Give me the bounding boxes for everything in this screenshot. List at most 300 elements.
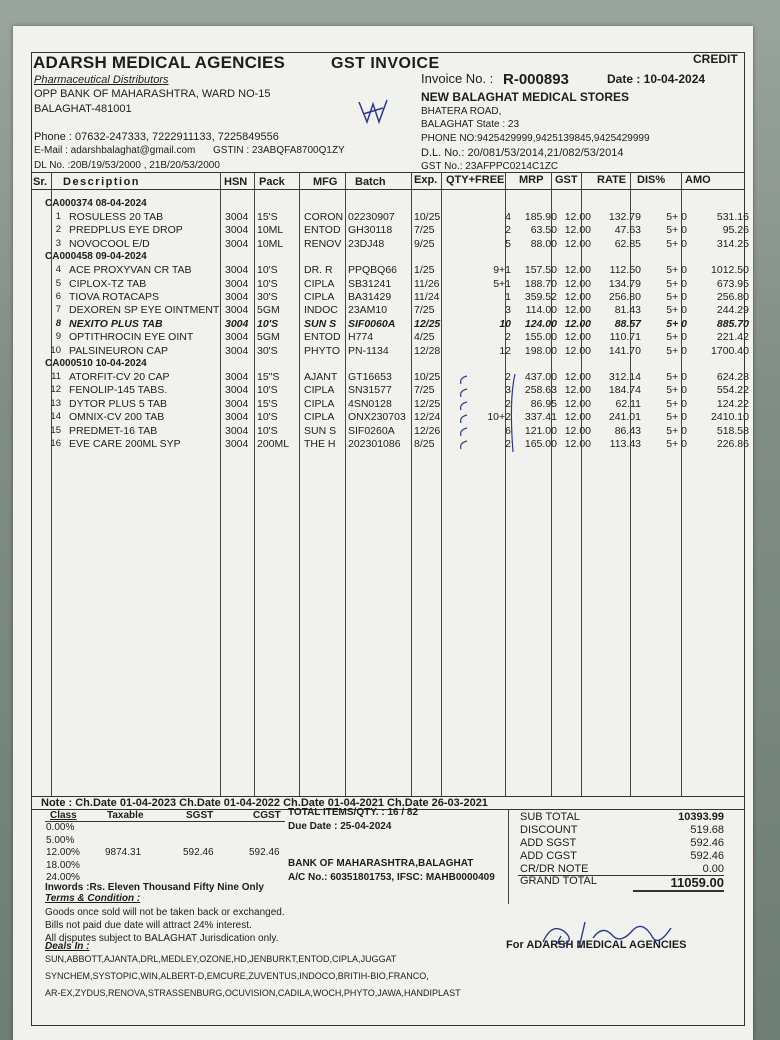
cell-batch: BA31429 [348,291,392,303]
cell-exp: 4/25 [414,331,435,344]
cell-qty: 10 [499,317,511,330]
cell-qty: 1 [505,291,511,303]
cell-dis: 5+ 0 [666,331,687,344]
col-mfg: MFG [313,176,338,188]
cell-mrp: 188.70 [524,277,557,290]
table-row [33,411,749,424]
cell-qty: 10+2 [487,411,511,424]
cell-batch: 202301086 [348,438,401,450]
table-row [33,397,749,411]
terms-line-2: Bills not paid due date will attract 24% interest. [45,920,252,931]
cell-dis: 5+ 0 [666,371,687,383]
cell-gst: 12.00 [564,224,591,237]
summary-label: SUB TOTAL [520,811,580,823]
cell-mrp: 359.52 [524,291,557,303]
cell-batch: 23DJ48 [348,237,385,250]
cell-dis: 5+ 0 [666,277,687,290]
cell-sr: 7 [55,304,61,316]
cell-hsn: 3004 [225,264,249,277]
invoice-paper [13,26,753,1040]
cell-rate: 256.80 [608,291,641,303]
cell-pack: 10'S [257,424,278,437]
cell-dis: 5+ 0 [666,424,687,437]
cell-sr: 13 [50,397,61,409]
tax-cell-sgst: 592.46 [183,847,214,858]
cell-batch: 23AM10 [348,304,388,317]
cell-dis: 5+ 0 [666,411,687,424]
cell-mrp: 185.90 [524,211,557,223]
cell-gst: 12.00 [564,264,591,277]
cell-exp: 7/25 [414,224,435,237]
cell-hsn: 3004 [225,277,249,290]
cell-desc: ACE PROXYVAN CR TAB [69,264,192,277]
cell-gst: 12.00 [564,331,591,344]
cell-amt: 1012.50 [711,264,749,277]
cell-hsn: 3004 [225,224,249,237]
col-pack: Pack [259,176,285,188]
cell-exp: 12/26 [414,424,441,437]
buyer-address2: BALAGHAT State : 23 [421,119,520,130]
invoice-group-label: CA000374 08-04-2024 [45,198,147,209]
credit-label: CREDIT [693,52,738,66]
cell-sr: 11 [51,371,61,382]
cell-pack: 10'S [257,384,278,397]
cell-dis: 5+ 0 [666,397,687,410]
cell-qty: 2 [505,331,511,344]
cell-desc: ROSULESS 20 TAB [69,211,164,223]
table-row [33,344,749,358]
cell-amt: 531.16 [716,211,749,223]
seller-phone: Phone : 07632-247333, 7222911133, 7225849556 [34,131,279,143]
cell-qty: 3 [505,384,511,397]
cell-qty: 2 [505,438,511,450]
cell-batch: PPQBQ66 [348,264,398,277]
cell-qty: 6 [505,424,511,437]
summary-value: 519.68 [690,824,724,836]
cell-mrp: 124.00 [524,317,557,330]
cell-amt: 885.70 [716,317,749,330]
seller-gstin: GSTIN : 23ABQFA8700Q1ZY [213,145,345,156]
cell-exp: 11/26 [414,277,440,290]
cell-amt: 518.58 [716,424,749,437]
terms-line-1: Goods once sold will not be taken back or exchanged. [45,907,285,918]
cell-desc: FENOLIP-145 TABS. [69,384,168,397]
cell-qty: 5+1 [493,277,511,290]
summary-value: 592.46 [690,837,724,849]
cell-pack: 10'S [257,411,278,424]
table-row [33,371,749,384]
cell-pack: 30'S [257,344,278,357]
cell-mfg: SUN S [304,317,337,330]
cell-mrp: 121.00 [524,424,557,437]
cell-batch: 02230907 [348,211,395,223]
cell-rate: 112.50 [609,264,641,277]
cell-mrp: 258.63 [524,384,557,397]
summary-label: ADD SGST [520,837,577,849]
cell-amt: 256.80 [716,291,749,303]
cell-batch: 4SN0128 [348,397,392,410]
table-row [33,331,749,344]
cell-rate: 110.71 [609,331,641,344]
cell-mrp: 157.50 [524,264,557,277]
col-mrp: MRP [519,174,544,186]
cell-pack: 5GM [257,304,280,317]
cell-hsn: 3004 [225,344,249,357]
cell-sr: 14 [50,411,61,423]
cell-mrp: 337.41 [524,411,557,424]
cell-dis: 5+ 0 [666,317,687,330]
cell-sr: 1 [55,211,61,222]
cell-dis: 5+ 0 [666,384,687,397]
cell-mrp: 165.00 [524,438,557,450]
table-row [33,277,749,291]
cell-pack: 10'S [257,317,279,330]
cell-pack: 15"S [257,371,280,383]
table-row [33,304,749,317]
cell-gst: 12.00 [564,304,591,317]
cell-mfg: RENOV [304,237,342,250]
cell-exp: 11/24 [414,291,440,303]
summary-value: 592.46 [690,850,724,862]
cell-dis: 5+ 0 [666,224,687,237]
cell-qty: 2 [505,397,511,410]
cell-pack: 10ML [257,224,284,237]
cell-gst: 12.00 [564,277,591,290]
table-row [33,384,749,397]
initials-scribble-icon [353,94,393,130]
cell-exp: 7/25 [414,384,435,397]
cell-hsn: 3004 [225,317,249,330]
cell-amt: 226.86 [716,438,749,450]
cell-sr: 9 [55,331,61,343]
cell-gst: 12.00 [564,384,591,397]
cell-hsn: 3004 [225,371,249,383]
cell-pack: 10'S [257,264,278,277]
cell-rate: 312.14 [608,371,641,383]
cell-dis: 5+ 0 [666,304,687,317]
table-row [33,237,749,251]
cell-mfg: ENTOD [304,331,341,344]
cell-hsn: 3004 [225,237,249,250]
cell-amt: 244.29 [716,304,749,317]
tax-cell-cls: 18.00% [46,859,80,871]
col-qty: QTY+FREE [446,174,505,186]
cell-mrp: 63.50 [530,224,557,237]
tax-cell-cls: 0.00% [46,822,75,833]
cell-hsn: 3004 [225,411,249,424]
tax-head-taxable: Taxable [107,810,144,821]
deals-line-1: SUN,ABBOTT,AJANTA,DRL,MEDLEY,OZONE,HD,JENBURKT,ENTOD,CIPLA,JUGGAT [45,954,397,964]
invoice-date: Date : 10-04-2024 [607,72,706,86]
tax-cell-cls: 24.00% [46,872,80,883]
tax-head-sgst: SGST [186,810,214,821]
cell-hsn: 3004 [225,438,249,450]
terms-line-3: All disputes subject to BALAGHAT Jurisdication only. [45,933,279,944]
cell-amt: 624.28 [716,371,749,383]
cell-rate: 134.79 [608,277,641,290]
cell-mrp: 198.00 [524,344,557,357]
cell-mrp: 437.00 [524,371,557,383]
tax-head-cgst: CGST [253,810,281,821]
cell-sr: 15 [50,424,61,436]
invoice-no-label: Invoice No. : [421,71,494,86]
cell-exp: 12/24 [414,411,441,424]
cell-exp: 12/25 [414,317,441,330]
cell-mfg: CIPLA [304,277,335,290]
cell-batch: SN31577 [348,384,392,397]
invoice-no: R-000893 [503,71,569,88]
cell-gst: 12.00 [564,438,591,450]
cell-mfg: CIPLA [304,397,335,410]
col-batch: Batch [355,176,386,188]
cell-qty: 3 [505,304,511,317]
cell-qty: 2 [505,371,511,383]
cell-sr: 5 [55,277,61,289]
cell-dis: 5+ 0 [666,438,687,450]
cell-mrp: 86.95 [530,397,557,410]
cell-sr: 3 [55,237,61,249]
cell-desc: OMNIX-CV 200 TAB [69,411,165,424]
cell-qty: 12 [499,344,511,357]
cell-dis: 5+ 0 [666,264,687,277]
cell-mfg: THE H [304,438,336,450]
cell-gst: 12.00 [564,397,591,410]
summary-label: ADD CGST [520,850,577,862]
cell-mfg: AJANT [304,371,338,383]
cell-desc: PREDMET-16 TAB [69,424,158,437]
cell-mfg: CORON [304,211,344,223]
cell-gst: 12.00 [564,411,591,424]
cell-rate: 141.70 [608,344,641,357]
cell-rate: 184.74 [608,384,641,397]
buyer-name: NEW BALAGHAT MEDICAL STORES [421,90,630,104]
summary-value: 10393.99 [678,811,724,823]
cell-rate: 62.11 [615,397,641,410]
cell-desc: TIOVA ROTACAPS [69,291,160,303]
grand-total-label: GRAND TOTAL [520,875,598,887]
cell-mfg: CIPLA [304,411,335,424]
for-seller-label: For ADARSH MEDICAL AGENCIES [506,939,687,951]
cell-rate: 81.43 [614,304,641,317]
cell-hsn: 3004 [225,291,249,303]
cell-gst: 12.00 [564,211,591,223]
tax-cell-cgst: 592.46 [249,847,280,858]
cell-exp: 9/25 [414,237,435,250]
cell-mfg: INDOC [304,304,338,317]
cell-gst: 12.00 [564,317,591,330]
tax-cell-taxable: 9874.31 [105,847,142,858]
invoice-type: GST INVOICE [331,55,440,72]
cell-rate: 241.01 [608,411,641,424]
cell-batch: SB31241 [348,277,392,290]
cell-qty: 4 [505,211,511,223]
deals-line-2: SYNCHEM,SYSTOPIC,WIN,ALBERT-D,EMCURE,ZUVENTUS,INDOCO,BRITIH-BIO,FRANCO, [45,971,429,981]
cell-hsn: 3004 [225,424,249,437]
cell-amt: 221.42 [716,331,749,344]
cell-amt: 2410.10 [711,411,749,424]
cell-qty: 9+1 [493,264,511,277]
buyer-phone: PHONE NO:9425429999,9425139845,9425429999 [421,133,650,144]
seller-address1: OPP BANK OF MAHARASHTRA, WARD NO-15 [34,88,271,100]
cell-amt: 124.22 [716,397,749,410]
tax-cell-cls: 12.00% [46,847,80,858]
handwritten-marks-icon [453,370,533,456]
cell-rate: 47.63 [614,224,641,237]
table-row [33,291,749,304]
cell-batch: SIF0260A [348,424,395,437]
cell-batch: GT16653 [348,371,392,383]
cell-mrp: 114.00 [525,304,557,317]
cell-hsn: 3004 [225,211,249,223]
cell-batch: ONX230703 [348,411,406,424]
cell-rate: 132.79 [608,211,641,223]
cell-rate: 62.85 [614,237,641,250]
col-exp: Exp. [414,174,438,186]
cell-amt: 1700.40 [711,344,749,357]
table-row [33,424,749,438]
cell-mfg: PHYTO [304,344,340,357]
cell-pack: 5GM [257,331,280,344]
total-items: TOTAL ITEMS/QTY. : 16 / 82 [288,807,419,818]
col-description: Description [63,176,141,188]
cell-desc: DEXOREN SP EYE OINTMENT [69,304,220,317]
bank-name: BANK OF MAHARASHTRA,BALAGHAT [288,858,474,869]
cell-pack: 10'S [257,277,278,290]
cell-desc: EVE CARE 200ML SYP [69,438,181,450]
deals-title: Deals In : [45,941,90,952]
cell-batch: SIF0060A [348,317,396,330]
cell-mfg: ENTOD [304,224,341,237]
cell-batch: H774 [348,331,374,344]
note: Note : Ch.Date 01-04-2023 Ch.Date 01-04-2022 Ch.Date 01-04-2021 Ch.Date 26-03-2021 [41,797,488,809]
table-row [33,317,749,331]
cell-gst: 12.00 [564,344,591,357]
cell-dis: 5+ 0 [666,237,687,250]
col-rate: RATE [597,174,627,186]
cell-hsn: 3004 [225,384,249,397]
cell-mfg: SUN S [304,424,337,437]
col-gst: GST [555,174,578,186]
cell-mrp: 155.00 [524,331,557,344]
cell-sr: 12 [50,384,61,396]
cell-desc: PREDPLUS EYE DROP [69,224,183,237]
cell-desc: OPTITHROCIN EYE OINT [69,331,194,344]
cell-desc: NOVOCOOL E/D [69,237,150,250]
col-amount: AMO [685,174,711,186]
cell-dis: 5+ 0 [666,344,687,357]
cell-exp: 12/25 [414,397,441,410]
cell-pack: 200ML [257,438,290,450]
table-row [33,264,749,277]
cell-amt: 95.26 [722,224,749,237]
cell-sr: 4 [55,264,61,276]
cell-amt: 673.95 [716,277,749,290]
cell-pack: 30'S [257,291,278,303]
table-row [33,211,749,224]
cell-rate: 88.57 [614,317,641,330]
cell-batch: PN-1134 [348,344,389,357]
cell-desc: DYTOR PLUS 5 TAB [69,397,168,410]
cell-hsn: 3004 [225,304,249,317]
signature-icon [533,916,683,952]
cell-exp: 12/28 [414,344,441,357]
cell-exp: 1/25 [414,264,435,277]
seller-name: ADARSH MEDICAL AGENCIES [33,53,286,72]
cell-gst: 12.00 [564,237,591,250]
cell-sr: 10 [50,344,61,356]
summary-label: CR/DR NOTE [520,863,589,875]
cell-desc: ATORFIT-CV 20 CAP [69,371,170,383]
buyer-address1: BHATERA ROAD, [421,106,502,117]
cell-exp: 10/25 [414,211,441,223]
cell-rate: 86.43 [614,424,641,437]
tax-head-class: Class [50,810,77,821]
cell-rate: 113.43 [609,438,641,450]
amount-in-words: Inwords :Rs. Eleven Thousand Fifty Nine Only [45,882,264,893]
col-hsn: HSN [224,176,248,188]
cell-pack: 15'S [257,397,278,410]
col-sr: Sr. [33,176,48,188]
cell-gst: 12.00 [564,291,591,303]
cell-batch: GH30118 [348,224,393,237]
cell-amt: 314.25 [716,237,749,250]
cell-hsn: 3004 [225,331,249,344]
seller-email: E-Mail : adarshbalaghat@gmail.com [34,145,196,156]
cell-qty: 2 [505,224,511,237]
cell-desc: NEXITO PLUS TAB [69,317,163,330]
seller-dl: DL No. :20B/19/53/2000 , 21B/20/53/2000 [34,160,220,171]
buyer-gst: GST No.: 23AFPPC0214C1ZC [421,161,559,172]
cell-sr: 8 [55,317,61,329]
cell-exp: 7/25 [414,304,435,317]
cell-pack: 10ML [257,237,284,250]
col-dis: DIS% [637,174,666,186]
cell-dis: 5+ 0 [666,211,687,223]
cell-hsn: 3004 [225,397,249,410]
summary-label: DISCOUNT [520,824,578,836]
cell-desc: PALSINEURON CAP [69,344,168,357]
table-row [33,224,749,237]
cell-sr: 2 [55,224,61,236]
cell-mfg: CIPLA [304,384,335,397]
cell-sr: 6 [55,291,61,302]
deals-line-3: AR-EX,ZYDUS,RENOVA,STRASSENBURG,OCUVISION,CADILA,WOCH,PHYTO,JAWA,HANDIPLAST [45,988,461,998]
cell-dis: 5+ 0 [666,291,687,303]
cell-mfg: DR. R [304,264,333,277]
cell-qty: 5 [505,237,511,250]
cell-mfg: CIPLA [304,291,335,303]
seller-address2: BALAGHAT-481001 [34,103,132,115]
cell-exp: 8/25 [414,438,435,450]
bank-account: A/C No.: 60351801753, IFSC: MAHB0000409 [288,872,495,883]
buyer-dl: D.L. No.: 20/081/53/2014,21/082/53/2014 [421,147,624,159]
cell-exp: 10/25 [414,371,441,383]
cell-mrp: 88.00 [530,237,557,250]
invoice-group-label: CA000458 09-04-2024 [45,251,147,263]
grand-total-value: 11059.00 [670,875,724,890]
cell-pack: 15'S [257,211,278,223]
cell-gst: 12.00 [564,371,591,383]
table-row [33,438,749,451]
cell-sr: 16 [50,438,61,449]
cell-amt: 554.22 [716,384,749,397]
seller-tagline: Pharmaceutical Distributors [34,74,169,86]
summary-value: 0.00 [702,863,724,875]
cell-desc: CIPLOX-TZ TAB [69,277,147,290]
cell-gst: 12.00 [564,424,591,437]
due-date: Due Date : 25-04-2024 [288,821,392,832]
invoice-group-label: CA000510 10-04-2024 [45,358,147,369]
